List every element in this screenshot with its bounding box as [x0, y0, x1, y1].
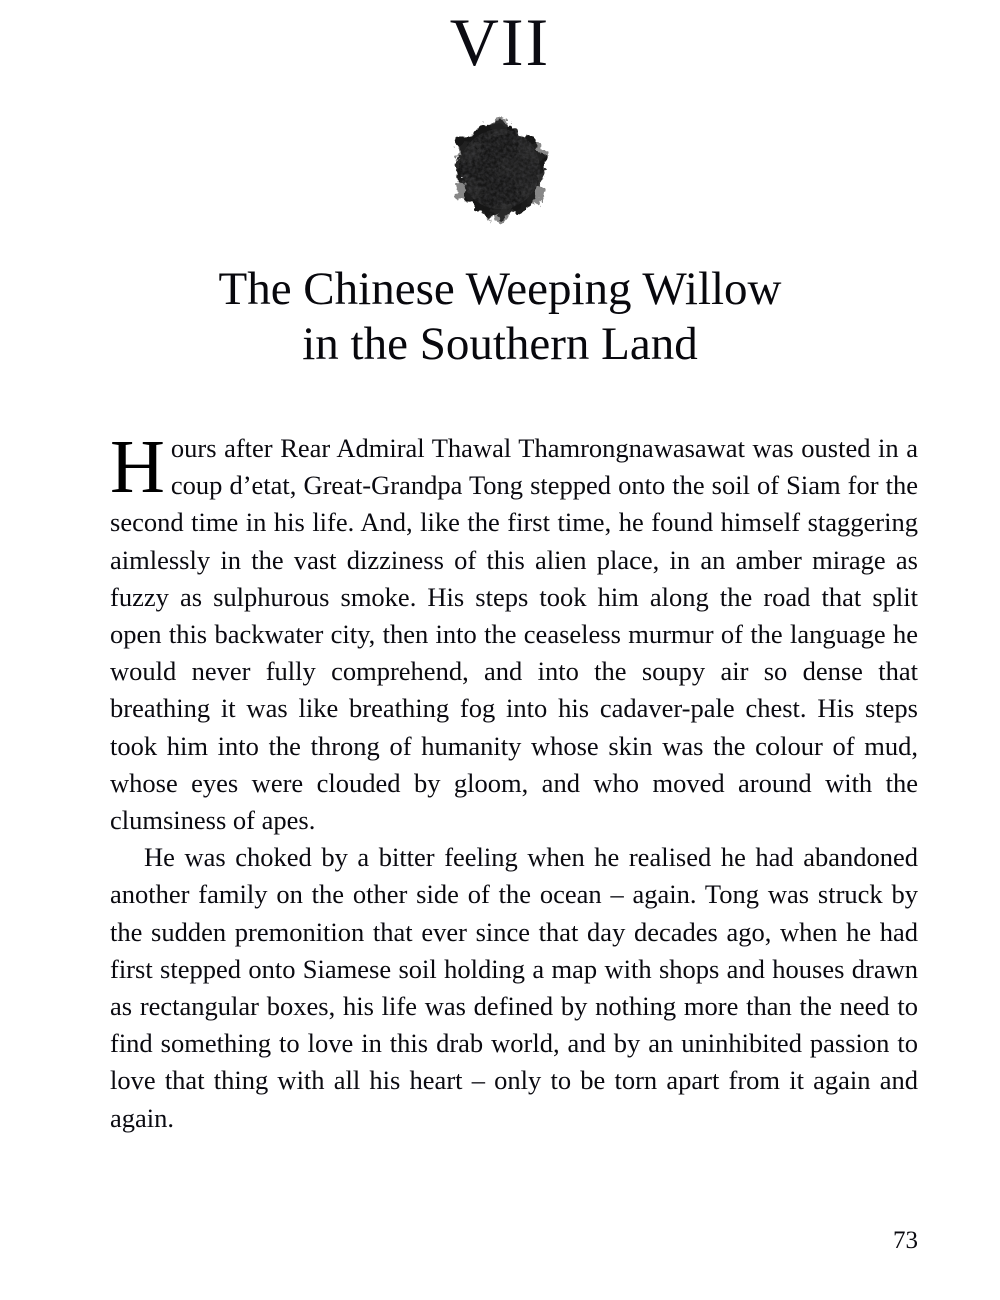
body-paragraph: He was choked by a bitter feeling when he realised he had abandoned another family on the other side of the ocean – again. Tong was struck by the sudden premonition that ever since that day decades ago, when he had first stepped onto Siamese soil holding a map with shops and houses drawn as rectangular boxes, his life was defined by nothing more than the need to find something to love in this drab world, and by an uninhibited passion to love that thing with all his heart – only to be torn apart from it again and again. [110, 842, 918, 1133]
chapter-number: VII [449, 4, 551, 80]
chapter-body [110, 425, 918, 1137]
page-number: 73 [893, 1227, 918, 1254]
chapter-title-line-2: in the Southern Land [302, 318, 698, 371]
chapter-ornament [0, 104, 1000, 236]
body-paragraph: Hours after Rear Admiral Thawal Thamrongnawasawat was ousted in a coup d’etat, Great-Grandpa Tong stepped onto the soil of Siam for the second time in his life. And, like the first time, he found himself staggering aimlessly in the vast dizziness of this alien place, in an amber mirage as fuzzy as sulphurous smoke. His steps took him along the road that split open this backwater city, then into the ceaseless murmur of the language he would never fully comprehend, and into the soupy air so dense that breathing it was like breathing fog into his cadaver-pale chest. His steps took him into the throng of humanity whose skin was the colour of mud, whose eyes were clouded by gloom, and who moved around with the clumsiness of apes. [110, 425, 918, 836]
chapter-title [60, 262, 940, 373]
chapter-title-line-1: The Chinese Weeping Willow [218, 263, 782, 315]
ink-blot-foliage-ornament [438, 109, 562, 231]
